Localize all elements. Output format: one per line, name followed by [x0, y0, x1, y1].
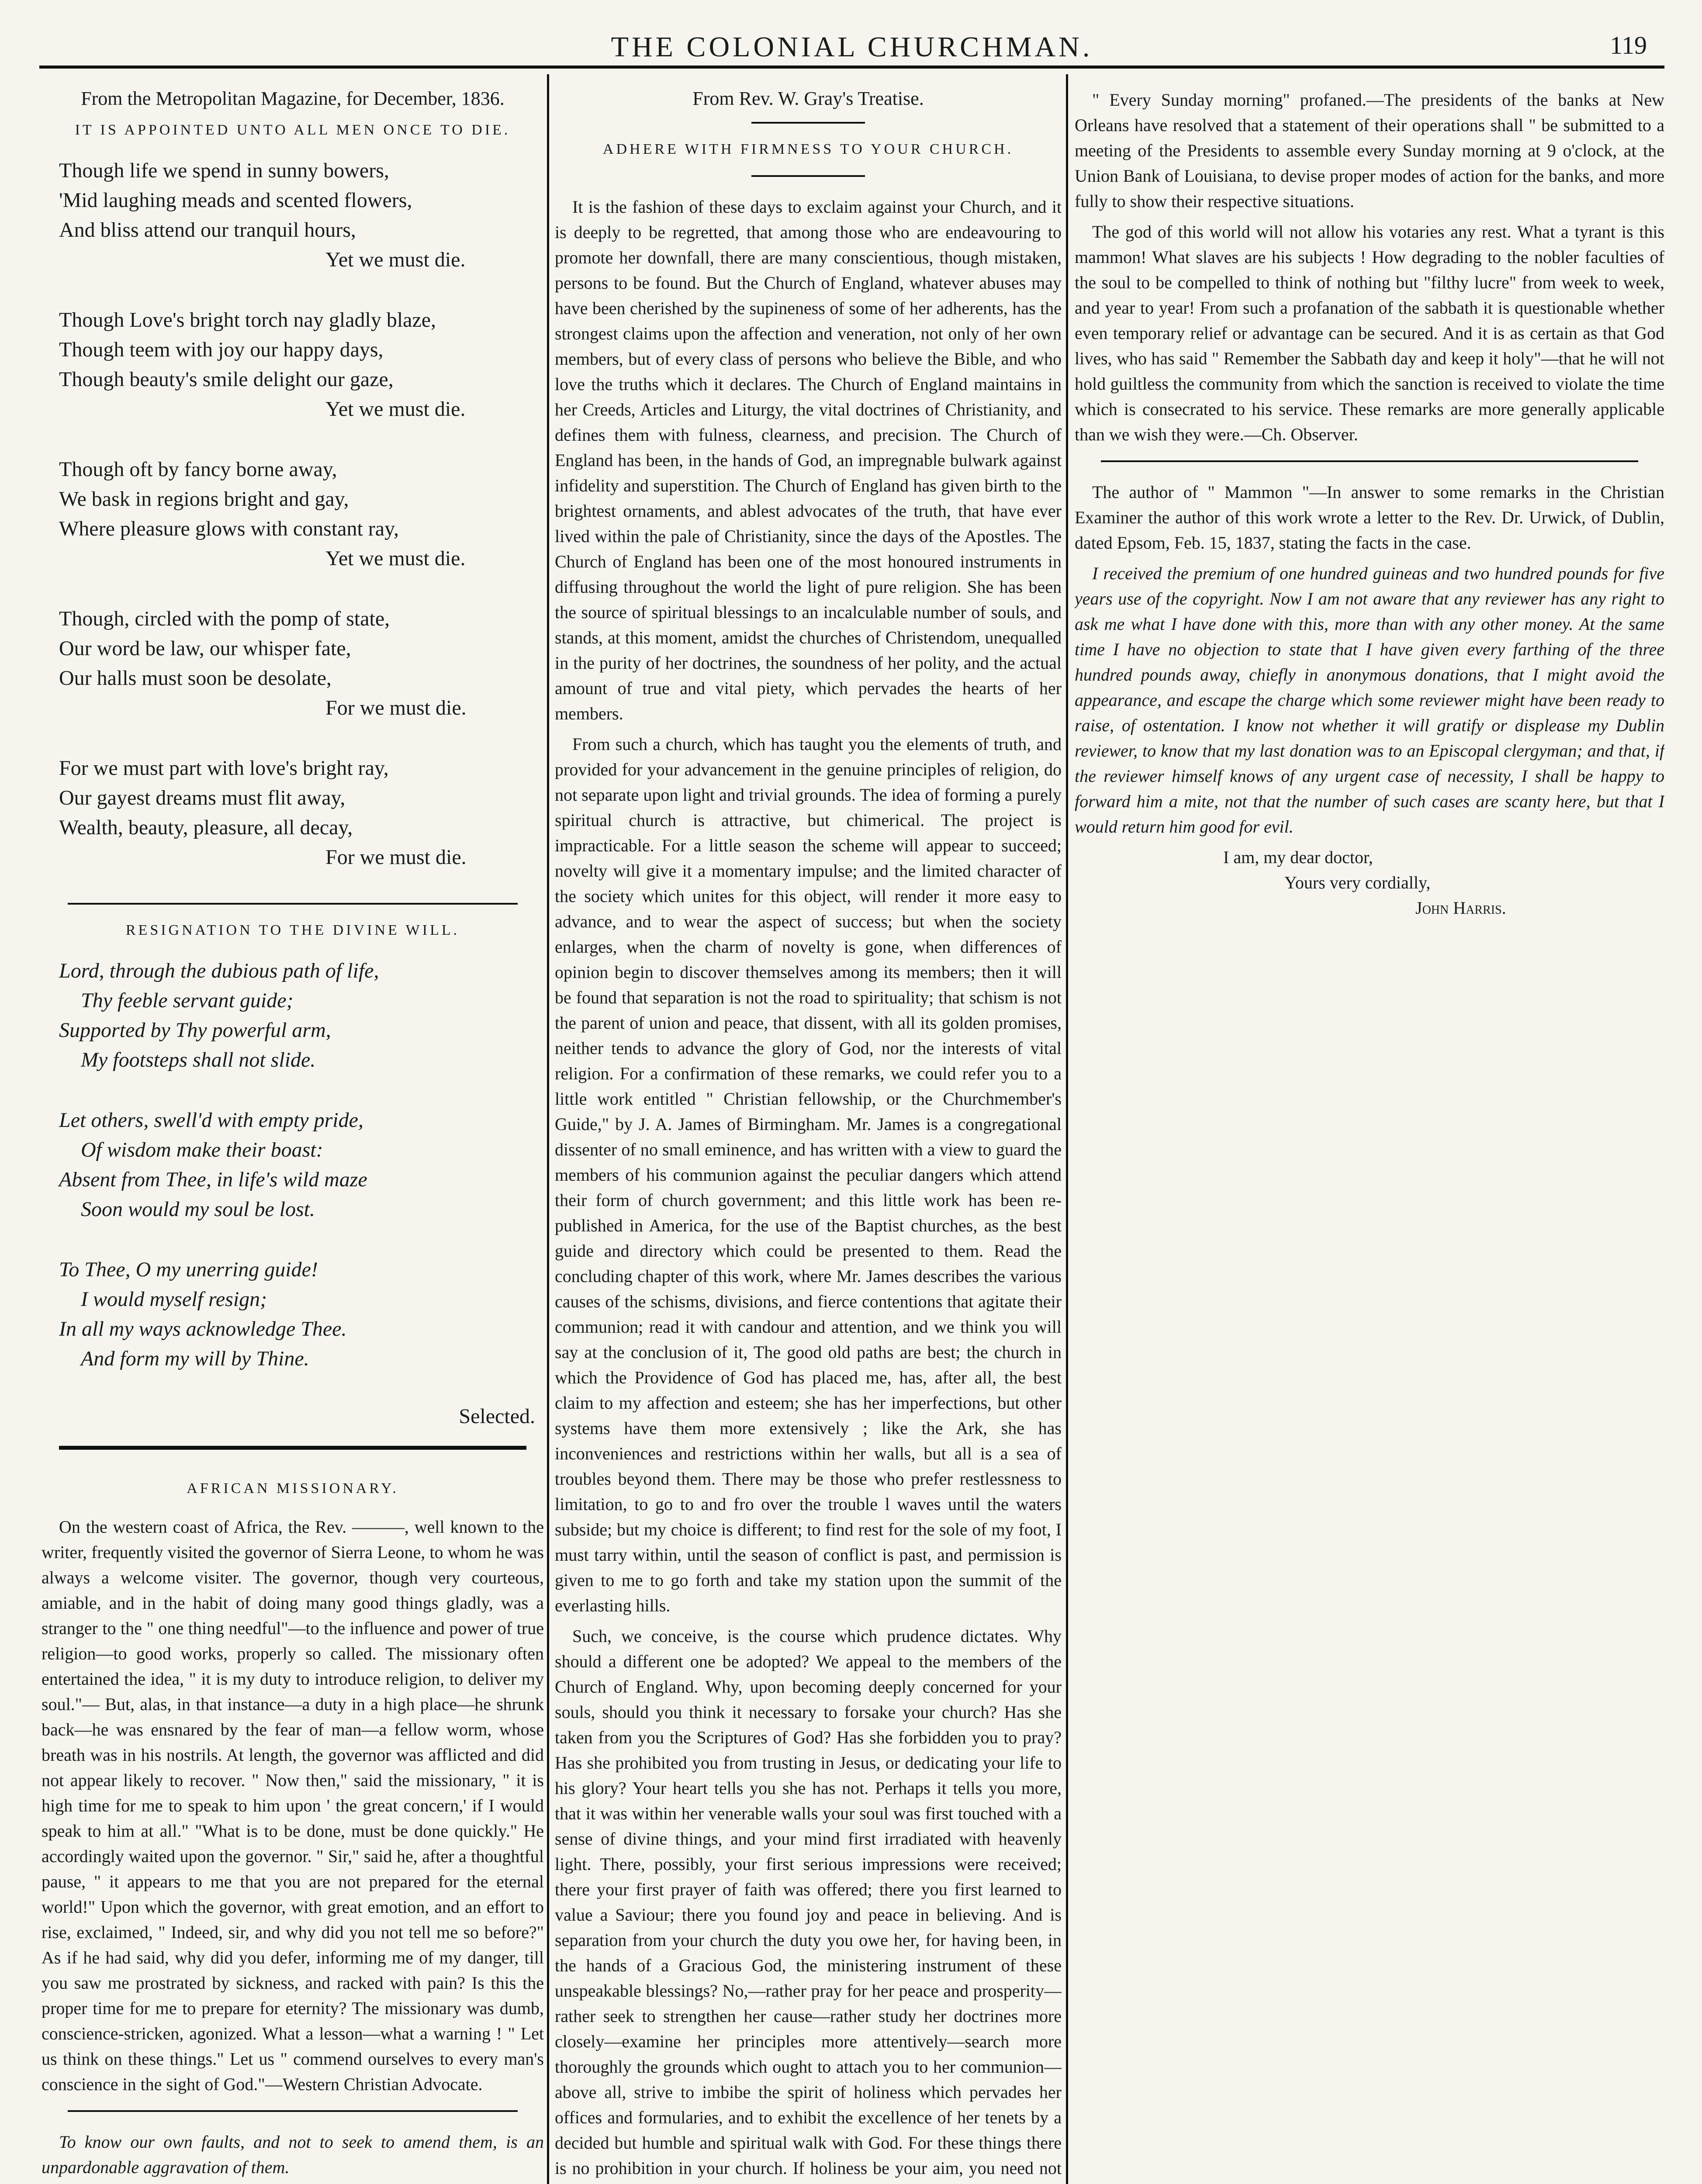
hymn-line: Lord, through the dubious path of life,: [59, 959, 379, 982]
hymn-line: Absent from Thee, in life's wild maze: [59, 1168, 367, 1191]
poem-line: Wealth, beauty, pleasure, all decay,: [59, 816, 353, 839]
poem-refrain: For we must die.: [325, 696, 467, 719]
poem-refrain: Yet we must die.: [325, 248, 466, 271]
poem-line: Our word be law, our whisper fate,: [59, 637, 351, 660]
page-number: 119: [1610, 31, 1647, 59]
article-paragraph: The god of this world will not allow his votaries any rest. What a tyrant is this mammon! What slaves are his subjects ! How degrading to the nobler faculties of the soul to be compelled to think of nothing but "filthy lucre" from week to week, and year to year! From such a profanation of the sabbath it is questionable whether even temporary relief or advantage can be secured. And it is as certain as that God lives, who has said " Remember the Sabbath day and keep it holy"—that he will not hold guiltless the community from which the sanction is received to violate the time which is consecrated to his service. These remarks are more generally applicable than we wish they were.—Ch. Observer.: [1075, 222, 1664, 444]
poem-stanza: [42, 305, 544, 424]
hymn-stanza: [42, 1106, 544, 1224]
poem-line: Though teem with joy our happy days,: [59, 338, 384, 361]
column-middle: [555, 87, 1062, 2184]
article-paragraph: The author of " Mammon "—In answer to some remarks in the Christian Examiner the author of this work wrote a letter to the Rev. Dr. Urwick, of Dublin, dated Epsom, Feb. 15, 1837, stating the facts in the case.: [1075, 482, 1664, 553]
section-divider: [751, 122, 865, 124]
hymn-line: Of wisdom make their boast:: [81, 1138, 323, 1161]
hymn-stanza: [42, 956, 544, 1075]
poem-title: IT IS APPOINTED UNTO ALL MEN ONCE TO DIE.: [75, 122, 511, 138]
hymn-title: RESIGNATION TO THE DIVINE WILL.: [125, 922, 460, 938]
poem-line: Our gayest dreams must flit away,: [59, 786, 346, 809]
article-paragraph: On the western coast of Africa, the Rev. ———, well known to the writer, frequently visited the governor of Sierra Leone, to whom he was always a welcome visiter. The governor, though very courteous, amiable, and in the habit of doing many good things gladly, was a stranger to the " one thing needful"—to the influence and power of true religion—to good works, properly so called. The missionary often entertained the idea, " it is my duty to introduce religion, to deliver my soul."— But, alas, in that instance—a duty in a high place—he shrunk back—he was ensnared by the fear of man—a fellow worm, whose breath was in his nostrils. At length, the governor was afflicted and did not appear likely to recover. " Now then," said the missionary, " it is high time for me to speak to him upon ' the great concern,' if I would speak to him at all." "What is to be done, must be done quickly." He accordingly waited upon the governor. " Sir," said he, after a thoughtful pause, " it appears to me that you are not prepared for the eternal world!" Upon which the governor, with great emotion, and an effort to rise, exclaimed, " Indeed, sir, and why did you not tell me so before?" As if he had said, why did you defer, informing me of my danger, till you saw me prostrated by sickness, and racked with pain? Is this the proper time for me to prepare for eternity? The missionary was dumb, conscience-stricken, agonized. What a lesson—what a warning ! " Let us think on these things." Let us " commend ourselves to every man's conscience in the sight of God."—Western Christian Advocate.: [42, 1517, 544, 2094]
hymn-line: Soon would my soul be lost.: [81, 1198, 315, 1221]
article-african-missionary: [42, 1480, 544, 2180]
article-paragraph: From such a church, which has taught you the elements of truth, and provided for your advancement in the genuine principles of religion, do not separate upon light and trivial grounds. The idea of forming a purely spiritual church is attractive, but chimerical. The project is impracticable. For a little season the scheme will appear to succeed; novelty will give it a momentary impulse; and the limited character of the society which unites for this object, will render it more easy to advance, and to wear the aspect of success; but when the society enlarges, when the charm of novelty is gone, when differences of opinion begin to discover themselves among its members; then it will be found that separation is not the road to spirituality; that schism is not the parent of union and peace, that dissent, with all its golden promises, neither tends to advance the glory of God, nor the interests of vital religion. For a confirmation of these remarks, we could refer you to a little work entitled " Christian fellowship, or the Churchmember's Guide," by J. A. James of Birmingham. Mr. James is a congregational dissenter of no small eminence, and has written with a view to guard the members of his communion against the peculiar dangers which attend their form of church government; and this little work has been re-published in America, for the use of the Baptist churches, as the best guide and directory which could be presented to them. Read the concluding chapter of this work, where Mr. James describes the various causes of the schisms, divisions, and fierce contentions that agitate their communion; read it with candour and attention, and we think you will say at the conclusion of it, The good old paths are best; the church in which the Providence of God has placed me, has, after all, the best claim to my affection and esteem; she has her imperfections, but other systems have them more extensively ; like the Ark, she has inconveniences and restrictions within her walls, but all is a sea of troubles beyond them. There may be those who prefer restlessness to limitation, to go to and fro over the trouble l waves until the waters subside; but my choice is different; to find rest for the sole of my foot, I must tarry within, until the season of conflict is past, and permission is given to me to go forth and take my station upon the summit of the everlasting hills.: [555, 734, 1062, 1615]
section-divider: [59, 1446, 526, 1450]
hymn-line: Let others, swell'd with empty pride,: [59, 1109, 363, 1132]
poem-refrain: Yet we must die.: [325, 397, 466, 421]
column-right: [1075, 87, 1664, 2184]
section-divider: [68, 903, 518, 905]
article-title: ADHERE WITH FIRMNESS TO YOUR CHURCH.: [602, 141, 1014, 157]
poem-line: Though life we spend in sunny bowers,: [59, 159, 389, 182]
column-left: [42, 87, 544, 2184]
poem-line: Our halls must soon be desolate,: [59, 667, 332, 690]
article-source: From Rev. W. Gray's Treatise.: [692, 88, 924, 109]
poem-stanza: [42, 455, 544, 574]
letter-closing: I am, my dear doctor,: [1223, 847, 1373, 867]
hymn-line: Thy feeble servant guide;: [81, 989, 294, 1012]
header-rule: [39, 66, 1664, 69]
poem-line: Though, circled with the pomp of state,: [59, 607, 390, 630]
poem-line: 'Mid laughing meads and scented flowers,: [59, 189, 412, 212]
article-paragraph: It is the fashion of these days to exclaim against your Church, and it is deeply to be regretted, that among those who are endeavouring to promote her downfall, there are many conscientious, though mistaken, persons to be found. But the Church of England, whatever abuses may have been cherished by the supineness of some of her adherents, has the strongest claims upon the affection and veneration, not only of her own members, but of every class of persons who believe the Bible, and who love the truths which it declares. The Church of England maintains in her Creeds, Articles and Liturgy, the vital doctrines of Christianity, and defines them with fulness, clearness, and precision. The Church of England has been, in the hands of God, an impregnable bulwark against infidelity and superstition. The Church of England has given birth to the brightest ornaments, and ablest advocates of the truth, that have ever lived within the pale of Christianity, since the days of the Apostles. The Church of England has been one of the most honoured instruments in diffusing throughout the world the light of pure religion. She has been the source of spiritual blessings to an incalculable number of souls, and stands, at this moment, amidst the churches of Christendom, unequalled in the purity of her doctrines, the soundness of her polity, and the actual amount of true and vital piety, which pervades the hearts of her members.: [555, 197, 1062, 723]
newspaper-title: THE COLONIAL CHURCHMAN.: [611, 31, 1093, 63]
section-divider: [751, 175, 865, 177]
poem-line: Though Love's bright torch nay gladly blaze,: [59, 308, 436, 332]
article-title: AFRICAN MISSIONARY.: [187, 1480, 399, 1496]
poem-line: And bliss attend our tranquil hours,: [59, 218, 356, 242]
poem-refrain: For we must die.: [325, 846, 467, 869]
article-paragraph: Such, we conceive, is the course which prudence dictates. Why should a different one be adopted? We appeal to the members of the Church of England. Why, upon becoming deeply concerned for your souls, should you think it necessary to forsake your church? Has she taken from you the Scriptures of God? Has she forbidden you to pray? Has she prohibited you from trusting in Jesus, or dedicating your life to his glory? Your heart tells you she has not. Perhaps it tells you more, that it was within her venerable walls your soul was first touched with a sense of divine things, and your mind first irradiated with heavenly light. There, possibly, your first serious impressions were received; there your first prayer of faith was offered; there you first learned to value a Saviour; there you found joy and peace in believing. And is separation from your church the duty you owe her, for having been, in the hands of a Gracious God, the ministering instrument of these unspeakable blessings? No,—rather pray for her peace and prosperity—rather seek to strengthen her cause—rather study her doctrines more closely—examine her principles more attentively—search more thoroughly the grounds which ought to attach you to her communion— above all, strive to imbibe the spirit of holiness which pervades her offices and formularies, and to exhibit the excellence of her tenets by a decided but humble and spiritual walk with God. For these things there is no prohibition in your church. If holiness be your aim, you need not: [555, 1626, 1062, 2178]
poem-source: From the Metropolitan Magazine, for December, 1836.: [81, 88, 505, 109]
article-mammon-author: [1075, 480, 1664, 921]
poem-line: Though oft by fancy borne away,: [59, 458, 337, 481]
hymn-line: My footsteps shall not slide.: [81, 1048, 316, 1071]
article-sunday-profaned: [1075, 87, 1664, 447]
section-divider: [68, 2110, 518, 2112]
poem-stanza: [42, 156, 544, 275]
article-paragraph: " Every Sunday morning" profaned.—The presidents of the banks at New Orleans have resolved that a statement of their operations shall " be submitted to a meeting of the Presidents to assemble every Sunday morning at 9 o'clock, at the Union Bank of Louisiana, to devise proper modes of action for the banks, and more fully to show their respective situations.: [1075, 90, 1664, 211]
column-divider-2: [1066, 74, 1068, 2184]
poem-line: We bask in regions bright and gay,: [59, 487, 349, 511]
hymn-line: Supported by Thy powerful arm,: [59, 1019, 331, 1042]
hymn-attribution: Selected.: [459, 1405, 535, 1428]
poem-line: For we must part with love's bright ray,: [59, 757, 389, 780]
poem-line: Though beauty's smile delight our gaze,: [59, 368, 394, 391]
letter-valediction: Yours very cordially,: [1284, 873, 1431, 892]
poem-refrain: Yet we must die.: [325, 547, 466, 570]
poem-mortality: [42, 87, 544, 872]
hymn-stanza: [42, 1255, 544, 1374]
letter-signature: John Harris.: [1415, 898, 1506, 918]
section-divider: [1101, 460, 1638, 462]
poem-stanza: [42, 604, 544, 723]
page-header: [39, 31, 1664, 70]
hymn-line: To Thee, O my unerring guide!: [59, 1258, 318, 1281]
column-divider-1: [547, 74, 549, 2184]
hymn-line: In all my ways acknowledge Thee.: [59, 1317, 347, 1341]
poem-stanza: [42, 753, 544, 872]
hymn-line: I would myself resign;: [81, 1288, 267, 1311]
maxim: To know our own faults, and not to seek to amend them, is an unpardonable aggravation of them.: [42, 2132, 544, 2177]
quoted-letter: I received the premium of one hundred guineas and two hundred pounds for five years use of the copyright. Now I am not aware that any reviewer has any right to ask me what I have done with this, more than with any other money. At the same time I have no objection to state that I have given every farthing of the three hundred pounds away, chiefly in anonymous donations, that I might avoid the appearance, and escape the charge which some reviewer might have been ready to raise, of ostentation. I know not whether it will gratify or displease my Dublin reviewer, to know that my last donation was to an Episcopal clergyman; and that, if the reviewer himself knows of any urgent case of necessity, I shall be happy to forward him a mite, not that the number of such cases are scanty here, but that I would return him good for evil.: [1075, 563, 1664, 836]
poem-line: Where pleasure glows with constant ray,: [59, 517, 399, 540]
article-adhere-church: [555, 87, 1062, 2184]
hymn-resignation: [42, 922, 544, 1428]
hymn-line: And form my will by Thine.: [81, 1347, 309, 1370]
